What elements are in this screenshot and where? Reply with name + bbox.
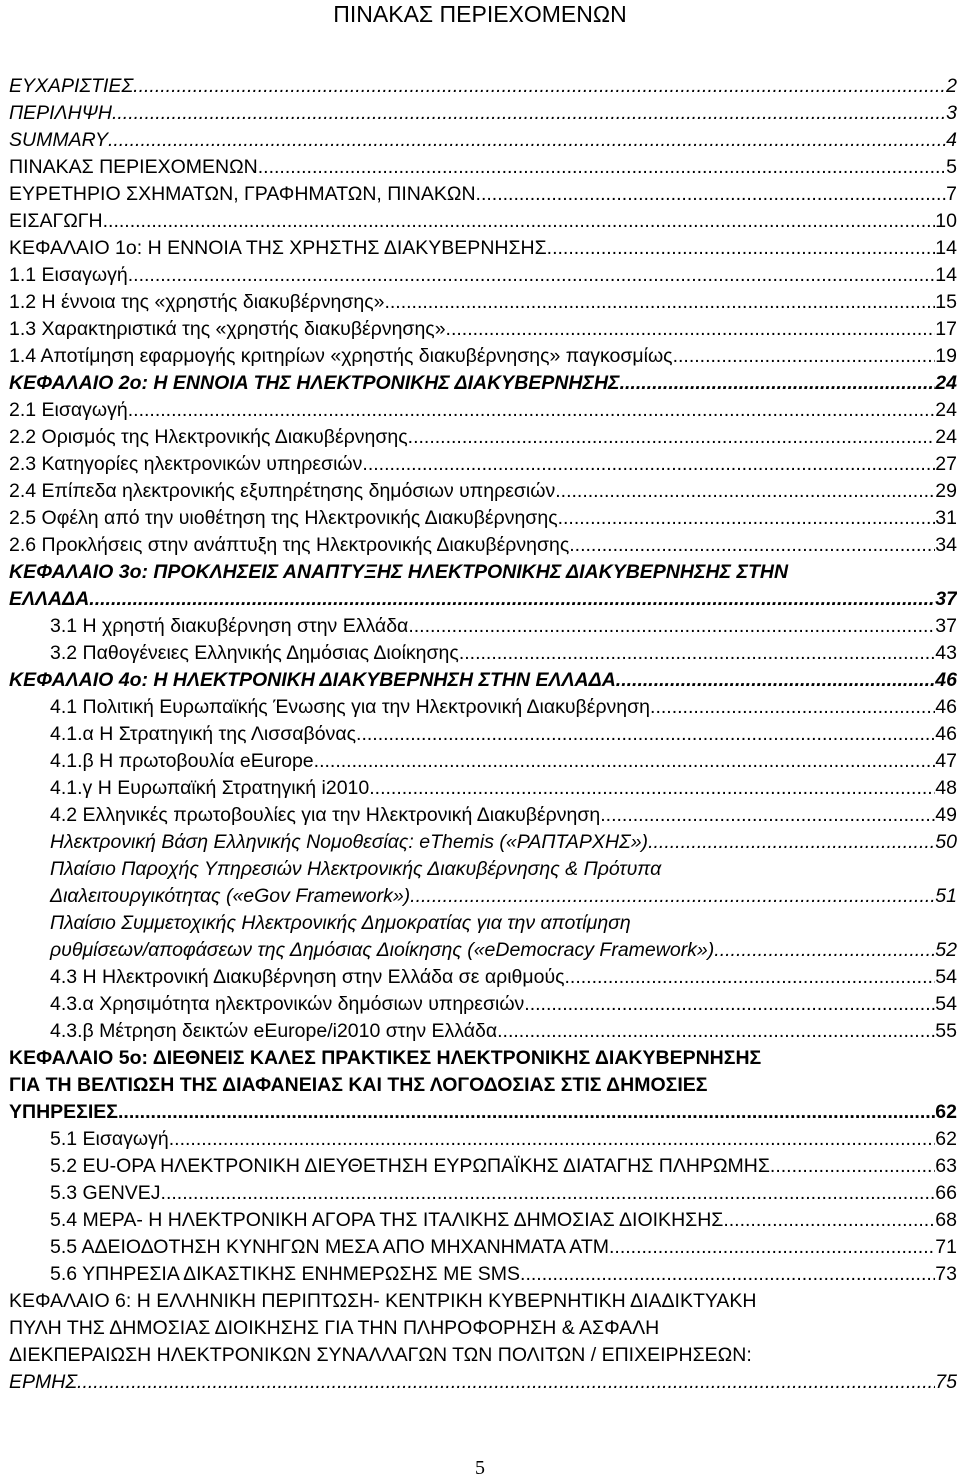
leader-dots bbox=[600, 802, 935, 829]
toc-entry-page: 14 bbox=[935, 264, 957, 286]
leader-dots bbox=[362, 451, 935, 478]
toc-entry[interactable] bbox=[9, 424, 957, 451]
toc-entry-page: 17 bbox=[935, 318, 957, 340]
leader-dots bbox=[524, 991, 935, 1018]
leader-dots bbox=[103, 208, 936, 235]
toc-entry[interactable] bbox=[9, 856, 957, 883]
toc-entry[interactable] bbox=[9, 775, 957, 802]
leader-dots bbox=[384, 289, 935, 316]
toc-entry-text: 5.4 MEPA- Η ΗΛΕΚΤΡΟΝΙΚΗ ΑΓΟΡΑ ΤΗΣ ΙΤΑΛΙΚΗΣ ΔΗΜΟΣΙΑΣ ΔΙΟΙΚΗΣΗΣ bbox=[50, 1209, 724, 1231]
toc-entry[interactable] bbox=[9, 883, 957, 910]
toc-entry[interactable] bbox=[9, 586, 957, 613]
toc-entry[interactable] bbox=[9, 127, 957, 154]
toc-entry[interactable] bbox=[9, 1234, 957, 1261]
toc-entry[interactable] bbox=[9, 1072, 957, 1099]
toc-entry-page: 7 bbox=[946, 183, 957, 205]
toc-entry-text: 5.1 Εισαγωγή bbox=[50, 1128, 169, 1150]
leader-dots bbox=[650, 694, 935, 721]
table-of-contents bbox=[9, 73, 957, 1396]
toc-entry[interactable] bbox=[9, 1369, 957, 1396]
toc-entry-page: 37 bbox=[935, 588, 957, 610]
toc-entry[interactable] bbox=[9, 154, 957, 181]
leader-dots bbox=[723, 1207, 935, 1234]
leader-dots bbox=[459, 640, 935, 667]
toc-entry-text: 1.2 Η έννοια της «χρηστής διακυβέρνησης» bbox=[9, 291, 385, 313]
leader-dots bbox=[476, 181, 947, 208]
leader-dots bbox=[161, 1180, 936, 1207]
leader-dots bbox=[258, 154, 946, 181]
toc-entry-page: 49 bbox=[935, 804, 957, 826]
leader-dots bbox=[118, 1099, 935, 1126]
toc-entry-page: 52 bbox=[935, 939, 957, 961]
toc-entry-page: 54 bbox=[935, 993, 957, 1015]
toc-entry-page: 62 bbox=[935, 1101, 957, 1123]
toc-entry-page: 46 bbox=[935, 669, 957, 691]
toc-entry-text: 4.3.β Μέτρηση δεικτών eEurope/i2010 στην Ελλάδα bbox=[50, 1020, 498, 1042]
toc-entry-text: 5.3 GENVEJ bbox=[50, 1182, 161, 1204]
leader-dots bbox=[714, 937, 935, 964]
toc-entry[interactable] bbox=[9, 370, 957, 397]
toc-entry-text: ΚΕΦΑΛΑΙΟ 1ο: Η ΕΝΝΟΙΑ ΤΗΣ ΧΡΗΣΤΗΣ ΔΙΑΚΥΒΕΡΝΗΣΗΣ bbox=[9, 237, 547, 259]
toc-entry-page: 29 bbox=[935, 480, 957, 502]
toc-entry[interactable] bbox=[9, 802, 957, 829]
toc-entry-text: 1.4 Αποτίμηση εφαρμογής κριτηρίων «χρηστής διακυβέρνησης» παγκοσμίως bbox=[9, 345, 673, 367]
toc-entry-text: ΔΙΕΚΠΕΡΑΙΩΣΗ ΗΛΕΚΤΡΟΝΙΚΩΝ ΣΥΝΑΛΛΑΓΩΝ ΤΩΝ ΠΟΛΙΤΩΝ / ΕΠΙΧΕΙΡΗΣΕΩΝ: bbox=[9, 1344, 752, 1366]
toc-entry-text: SUMMARY bbox=[9, 129, 108, 151]
toc-entry-text: 2.6 Προκλήσεις στην ανάπτυξη της Ηλεκτρονικής Διακυβέρνησης bbox=[9, 534, 570, 556]
toc-entry[interactable] bbox=[9, 937, 957, 964]
toc-entry-text: 4.1.β Η πρωτοβουλία eEurope bbox=[50, 750, 314, 772]
toc-entry-page: 31 bbox=[935, 507, 957, 529]
leader-dots bbox=[408, 424, 936, 451]
toc-entry[interactable] bbox=[9, 1018, 957, 1045]
toc-entry-text: 2.1 Εισαγωγή bbox=[9, 399, 128, 421]
toc-entry-text: ΕΥΧΑΡΙΣΤΙΕΣ bbox=[9, 75, 134, 97]
toc-entry[interactable] bbox=[9, 1207, 957, 1234]
toc-entry-page: 3 bbox=[946, 102, 957, 124]
toc-entry-page: 55 bbox=[935, 1020, 957, 1042]
toc-entry[interactable] bbox=[9, 208, 957, 235]
toc-entry-text: 3.2 Παθογένειες Ελληνικής Δημόσιας Διοίκησης bbox=[50, 642, 459, 664]
leader-dots bbox=[89, 586, 935, 613]
toc-entry-page: 24 bbox=[935, 372, 957, 394]
toc-entry-page: 37 bbox=[935, 615, 957, 637]
leader-dots bbox=[314, 748, 936, 775]
toc-entry[interactable] bbox=[9, 1045, 957, 1072]
toc-entry-text: ΕΛΛΑΔΑ bbox=[9, 588, 90, 610]
leader-dots bbox=[410, 883, 935, 910]
toc-entry-text: 3.1 Η χρηστή διακυβέρνηση στην Ελλάδα bbox=[50, 615, 409, 637]
leader-dots bbox=[128, 397, 936, 424]
toc-entry[interactable] bbox=[9, 1288, 957, 1315]
leader-dots bbox=[616, 667, 936, 694]
toc-entry-text: 2.5 Οφέλη από την υιοθέτηση της Ηλεκτρονικής Διακυβέρνησης bbox=[9, 507, 558, 529]
toc-entry-page: 34 bbox=[935, 534, 957, 556]
toc-entry-text: Πλαίσιο Συμμετοχικής Ηλεκτρονικής Δημοκρατίας για την αποτίμηση bbox=[50, 912, 631, 934]
toc-entry[interactable] bbox=[9, 343, 957, 370]
toc-entry-page: 15 bbox=[935, 291, 957, 313]
toc-entry-page: 43 bbox=[935, 642, 957, 664]
toc-entry[interactable] bbox=[9, 1126, 957, 1153]
toc-entry-text: 4.1.α Η Στρατηγική της Λισσαβόνας bbox=[50, 723, 357, 745]
toc-entry-text: ΠΕΡΙΛΗΨΗ bbox=[9, 102, 112, 124]
toc-entry-page: 46 bbox=[935, 723, 957, 745]
toc-entry-text: ΕΡΜΗΣ bbox=[9, 1371, 78, 1393]
toc-entry-text: ΚΕΦΑΛΑΙΟ 4ο: Η ΗΛΕΚΤΡΟΝΙΚΗ ΔΙΑΚΥΒΕΡΝΗΣΗ ΣΤΗΝ ΕΛΛΑΔΑ bbox=[9, 669, 616, 691]
toc-entry-text: 4.2 Ελληνικές πρωτοβουλίες για την Ηλεκτρονική Διακυβέρνηση bbox=[50, 804, 601, 826]
toc-entry[interactable] bbox=[9, 613, 957, 640]
leader-dots bbox=[108, 127, 946, 154]
toc-entry-text: Πλαίσιο Παροχής Υπηρεσιών Ηλεκτρονικής Διακυβέρνησης & Πρότυπα bbox=[50, 858, 662, 880]
toc-entry[interactable] bbox=[9, 478, 957, 505]
toc-entry[interactable] bbox=[9, 964, 957, 991]
toc-entry[interactable] bbox=[9, 640, 957, 667]
toc-entry[interactable] bbox=[9, 289, 957, 316]
page-title: ΠΙΝΑΚΑΣ ΠΕΡΙΕΧΟΜΕΝΩΝ bbox=[333, 1, 627, 27]
leader-dots bbox=[620, 370, 936, 397]
toc-entry-page: 46 bbox=[935, 696, 957, 718]
toc-entry[interactable] bbox=[9, 73, 957, 100]
toc-entry[interactable] bbox=[9, 1261, 957, 1288]
toc-entry[interactable] bbox=[9, 1099, 957, 1126]
toc-entry-page: 4 bbox=[946, 129, 957, 151]
toc-entry-page: 51 bbox=[935, 885, 957, 907]
toc-entry-text: 5.6 ΥΠΗΡΕΣΙΑ ΔΙΚΑΣΤΙΚΗΣ ΕΝΗΜΕΡΩΣΗΣ ΜΕ SMS bbox=[50, 1263, 521, 1285]
toc-entry-page: 24 bbox=[935, 426, 957, 448]
toc-entry-page: 14 bbox=[935, 237, 957, 259]
toc-entry-page: 63 bbox=[935, 1155, 957, 1177]
toc-entry-text: ΚΕΦΑΛΑΙΟ 5ο: ΔΙΕΘΝΕΙΣ ΚΑΛΕΣ ΠΡΑΚΤΙΚΕΣ ΗΛΕΚΤΡΟΝΙΚΗΣ ΔΙΑΚΥΒΕΡΝΗΣΗΣ bbox=[9, 1047, 762, 1069]
toc-entry[interactable] bbox=[9, 910, 957, 937]
toc-entry-page: 2 bbox=[946, 75, 957, 97]
toc-entry-page: 27 bbox=[935, 453, 957, 475]
leader-dots bbox=[497, 1018, 935, 1045]
toc-entry[interactable] bbox=[9, 1315, 957, 1342]
toc-entry-page: 19 bbox=[935, 345, 957, 367]
leader-dots bbox=[555, 478, 935, 505]
leader-dots bbox=[369, 775, 935, 802]
toc-entry[interactable] bbox=[9, 1153, 957, 1180]
toc-entry-text: ΕΥΡΕΤΗΡΙΟ ΣΧΗΜΑΤΩΝ, ΓΡΑΦΗΜΑΤΩΝ, ΠΙΝΑΚΩΝ bbox=[9, 183, 476, 205]
toc-entry[interactable] bbox=[9, 316, 957, 343]
toc-entry[interactable] bbox=[9, 532, 957, 559]
toc-entry-text: 5.5 ΑΔΕΙΟΔΟΤΗΣΗ ΚΥΝΗΓΩΝ ΜΕΣΑ ΑΠΟ ΜΗΧΑΝΗΜΑΤΑ ΑΤΜ bbox=[50, 1236, 609, 1258]
toc-entry[interactable] bbox=[9, 694, 957, 721]
toc-entry[interactable] bbox=[9, 991, 957, 1018]
toc-entry[interactable] bbox=[9, 505, 957, 532]
toc-entry-text: 2.4 Επίπεδα ηλεκτρονικής εξυπηρέτησης δημόσιων υπηρεσιών bbox=[9, 480, 556, 502]
toc-entry-text: 2.3 Κατηγορίες ηλεκτρονικών υπηρεσιών bbox=[9, 453, 363, 475]
leader-dots bbox=[547, 235, 936, 262]
toc-entry-text: 1.1 Εισαγωγή bbox=[9, 264, 128, 286]
toc-entry-page: 47 bbox=[935, 750, 957, 772]
toc-entry-text: 4.3.α Χρησιμότητα ηλεκτρονικών δημόσιων υπηρεσιών bbox=[50, 993, 525, 1015]
leader-dots bbox=[520, 1261, 935, 1288]
toc-entry-text: ΚΕΦΑΛΑΙΟ 3ο: ΠΡΟΚΛΗΣΕΙΣ ΑΝΑΠΤΥΞΗΣ ΗΛΕΚΤΡΟΝΙΚΗΣ ΔΙΑΚΥΒΕΡΝΗΣΗΣ ΣΤΗΝ bbox=[9, 561, 789, 583]
toc-entry-page: 50 bbox=[935, 831, 957, 853]
toc-entry-page: 10 bbox=[935, 210, 957, 232]
toc-entry-text: 4.3 Η Ηλεκτρονική Διακυβέρνηση στην Ελλάδα σε αριθμούς bbox=[50, 966, 565, 988]
toc-entry-page: 66 bbox=[935, 1182, 957, 1204]
toc-entry-text: ΓΙΑ ΤΗ ΒΕΛΤΙΩΣΗ ΤΗΣ ΔΙΑΦΑΝΕΙΑΣ ΚΑΙ ΤΗΣ ΛΟΓΟΔΟΣΙΑΣ ΣΤΙΣ ΔΗΜΟΣΙΕΣ bbox=[9, 1074, 708, 1096]
leader-dots bbox=[609, 1234, 935, 1261]
toc-entry[interactable] bbox=[9, 721, 957, 748]
toc-entry[interactable] bbox=[9, 1180, 957, 1207]
toc-entry-page: 68 bbox=[935, 1209, 957, 1231]
leader-dots bbox=[565, 964, 936, 991]
toc-entry-page: 48 bbox=[935, 777, 957, 799]
toc-entry-text: 2.2 Ορισμός της Ηλεκτρονικής Διακυβέρνησης bbox=[9, 426, 408, 448]
leader-dots bbox=[569, 532, 935, 559]
toc-entry-text: ΕΙΣΑΓΩΓΗ bbox=[9, 210, 103, 232]
leader-dots bbox=[128, 262, 936, 289]
toc-entry[interactable] bbox=[9, 829, 957, 856]
leader-dots bbox=[558, 505, 936, 532]
leader-dots bbox=[408, 613, 935, 640]
toc-entry[interactable] bbox=[9, 451, 957, 478]
leader-dots bbox=[133, 73, 946, 100]
toc-entry-page: 24 bbox=[935, 399, 957, 421]
toc-entry[interactable] bbox=[9, 397, 957, 424]
toc-entry-page: 5 bbox=[946, 156, 957, 178]
toc-entry[interactable] bbox=[9, 235, 957, 262]
toc-entry-text: 4.1.γ Η Ευρωπαϊκή Στρατηγική i2010 bbox=[50, 777, 370, 799]
leader-dots bbox=[356, 721, 935, 748]
toc-entry-text: ΥΠΗΡΕΣΙΕΣ bbox=[9, 1101, 119, 1123]
toc-entry-text: 4.1 Πολιτική Ευρωπαϊκής Ένωσης για την Ηλεκτρονική Διακυβέρνηση bbox=[50, 696, 651, 718]
toc-entry[interactable] bbox=[9, 1342, 957, 1369]
toc-entry[interactable] bbox=[9, 748, 957, 775]
toc-entry-text: ΚΕΦΑΛΑΙΟ 6: Η ΕΛΛΗΝΙΚΗ ΠΕΡΙΠΤΩΣΗ- ΚΕΝΤΡΙΚΗ ΚΥΒΕΡΝΗΤΙΚΗ ΔΙΑΔΙΚΤΥΑΚΗ bbox=[9, 1290, 757, 1312]
toc-entry-text: Ηλεκτρονική Βάση Ελληνικής Νομοθεσίας: eThemis («ΡΑΠΤΑΡΧΗΣ») bbox=[50, 831, 649, 853]
toc-entry-page: 71 bbox=[935, 1236, 957, 1258]
toc-entry[interactable] bbox=[9, 559, 957, 586]
toc-entry-text: 5.2 EU-OPA ΗΛΕΚΤΡΟΝΙΚΗ ΔΙΕΥΘΕΤΗΣΗ ΕΥΡΩΠΑΪΚΗΣ ΔΙΑΤΑΓΗΣ ΠΛΗΡΩΜΗΣ bbox=[50, 1155, 770, 1177]
toc-entry-text: ΠΥΛΗ ΤΗΣ ΔΗΜΟΣΙΑΣ ΔΙΟΙΚΗΣΗΣ ΓΙΑ ΤΗΝ ΠΛΗΡΟΦΟΡΗΣΗ & ΑΣΦΑΛΗ bbox=[9, 1317, 660, 1339]
toc-entry-text: ΠΙΝΑΚΑΣ ΠΕΡΙΕΧΟΜΕΝΩΝ bbox=[9, 156, 258, 178]
toc-entry-text: ρυθμίσεων/αποφάσεων της Δημόσιας Διοίκησης («eDemocracy Framework») bbox=[50, 939, 715, 961]
toc-entry[interactable] bbox=[9, 181, 957, 208]
leader-dots bbox=[112, 100, 946, 127]
toc-entry-page: 62 bbox=[935, 1128, 957, 1150]
leader-dots bbox=[446, 316, 936, 343]
toc-entry-text: ΚΕΦΑΛΑΙΟ 2ο: Η ΕΝΝΟΙΑ ΤΗΣ ΗΛΕΚΤΡΟΝΙΚΗΣ ΔΙΑΚΥΒΕΡΝΗΣΗΣ bbox=[9, 372, 620, 394]
page-number: 5 bbox=[475, 1457, 485, 1479]
toc-entry-page: 75 bbox=[935, 1371, 957, 1393]
toc-entry-text: Διαλειτουργικότητας («eGov Framework») bbox=[50, 885, 411, 907]
toc-entry[interactable] bbox=[9, 100, 957, 127]
toc-entry-page: 73 bbox=[935, 1263, 957, 1285]
toc-entry-text: 1.3 Χαρακτηριστικά της «χρηστής διακυβέρνησης» bbox=[9, 318, 446, 340]
leader-dots bbox=[77, 1369, 935, 1396]
leader-dots bbox=[673, 343, 936, 370]
toc-entry[interactable] bbox=[9, 262, 957, 289]
leader-dots bbox=[770, 1153, 935, 1180]
toc-entry[interactable] bbox=[9, 667, 957, 694]
toc-entry-page: 54 bbox=[935, 966, 957, 988]
leader-dots bbox=[648, 829, 935, 856]
leader-dots bbox=[169, 1126, 936, 1153]
